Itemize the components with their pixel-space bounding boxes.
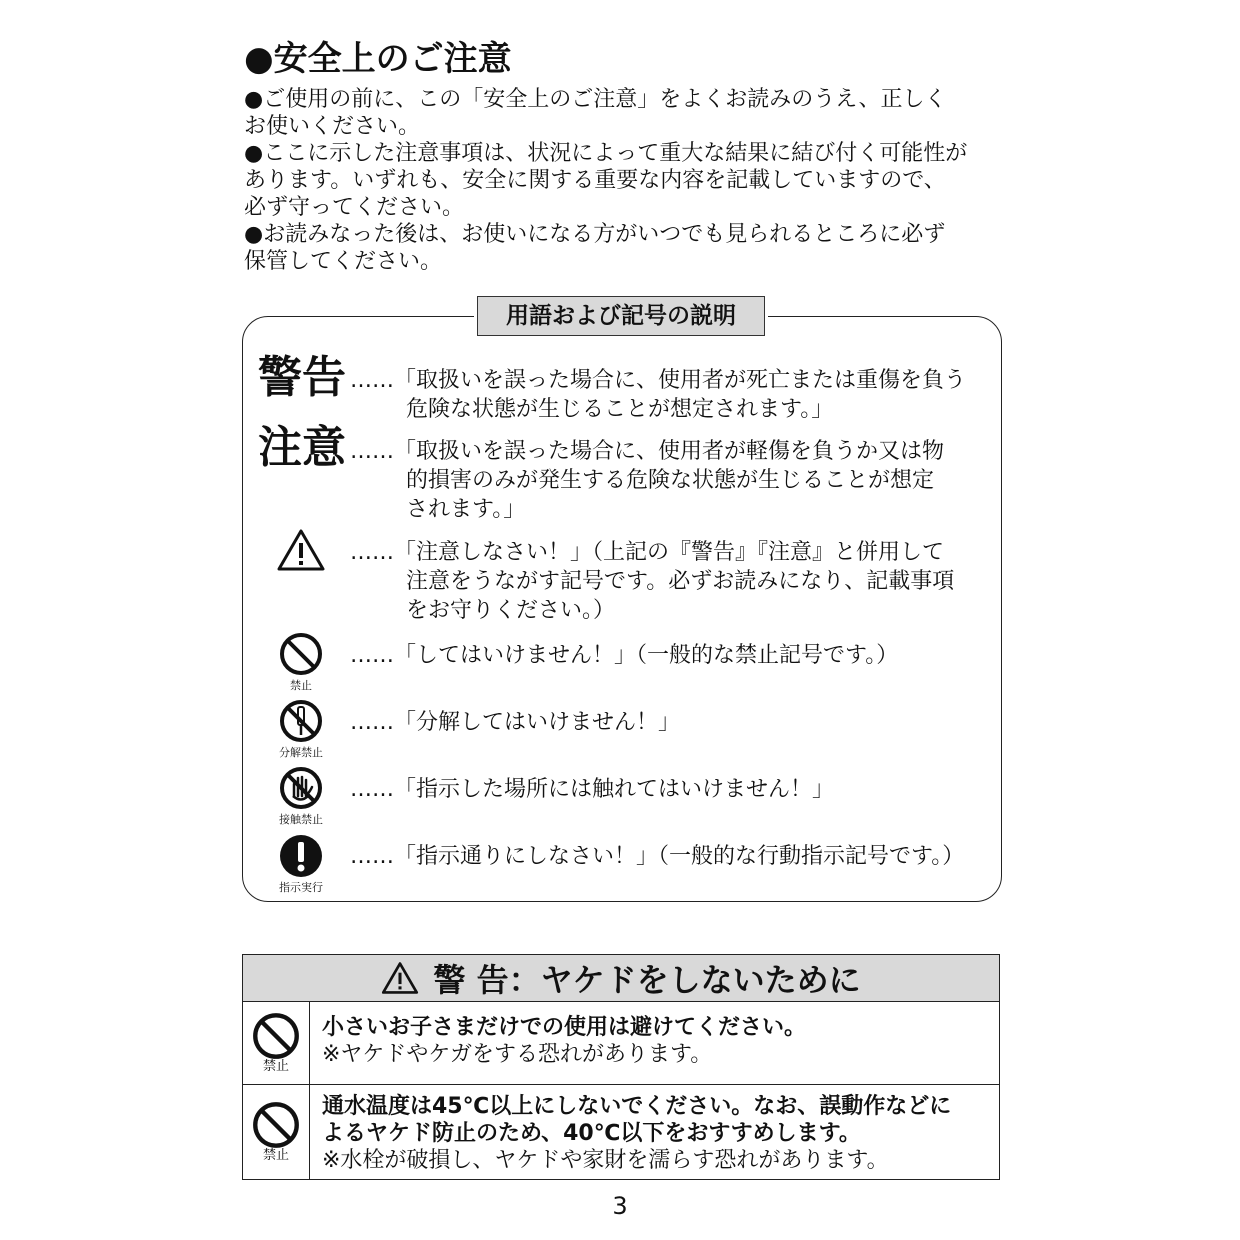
attention-definition: …… 「注意しなさい！」（上記の『警告』『注意』と併用して 注意をうながす記号です。必ずお読みになり、記載事項 をお守りください。） [350,540,955,623]
exclamation-mandatory-icon [279,834,323,878]
page-number: 3 [612,1192,628,1220]
no-disassembly-definition: …… 「分解してはいけません！」 [350,710,681,735]
mandatory-symbol: 指示実行 [273,834,329,894]
prohibit-icon [279,632,323,676]
warning-row-icon-cell: 禁止 [243,1002,310,1084]
no-touch-symbol: 接触禁止 [273,766,329,826]
prohibit-definition: …… 「してはいけません！」（一般的な禁止記号です。） [350,643,899,668]
intro-item: ●ご使用の前に、この「安全上のご注意」をよくお読みのうえ、正しく お使いください。 [244,87,947,139]
hand-prohibit-icon [279,766,323,810]
intro-item: ●ここに示した注意事項は、状況によって重大な結果に結び付く可能性が あります。いずれも、安全に関する重要な内容を記載していますので、 必ず守ってください。 [244,141,968,220]
caution-definition: …… 「取扱いを誤った場合に、使用者が軽傷を負うか又は物 的損害のみが発生する危険な状態が生じることが想定 されます。」 [350,439,945,522]
mandatory-definition: …… 「指示通りにしなさい！」（一般的な行動指示記号です。） [350,844,965,869]
warning-term: 警告 [258,352,346,403]
warning-row [243,1002,999,1085]
intro-item: ●お読みなった後は、お使いになる方がいつでも見られるところに必ず 保管してください。 [244,222,946,274]
warning-row [243,1085,999,1179]
attention-symbol [273,528,329,576]
page-title: ●安全上のご注意 [244,39,512,79]
no-disassembly-symbol: 分解禁止 [273,699,329,759]
intro-notes [244,86,1014,275]
prohibit-icon [252,1012,300,1060]
no-touch-definition: …… 「指示した場所には触れてはいけません！」 [350,777,835,802]
warning-definition: …… 「取扱いを誤った場合に、使用者が死亡または重傷を負う 危険な状態が生じることが想定されます。」 [350,368,967,422]
caution-term: 注意 [258,422,346,473]
burn-warning-table [242,954,1000,1180]
no-disassembly-icon [279,699,323,743]
warning-triangle-icon [276,528,326,572]
warning-row-text: 小さいお子さまだけでの使用は避けてください。 ※ヤケドやケガをする恐れがあります。 [322,1015,807,1067]
warning-row-text: 通水温度は45℃以上にしないでください。なお、誤動作などに よるヤケド防止のため、40℃以下をおすすめします。 ※水栓が破損し、ヤケドや家財を濡らす恐れがあります。 [322,1094,952,1173]
warning-row-icon-cell: 禁止 [243,1085,310,1179]
legend-heading: 用語および記号の説明 [474,294,768,338]
prohibit-icon [252,1101,300,1149]
burn-warning-header: 警 告：ヤケドをしないために [243,955,999,1002]
prohibit-symbol: 禁止 [273,632,329,692]
warning-triangle-icon [381,961,419,995]
